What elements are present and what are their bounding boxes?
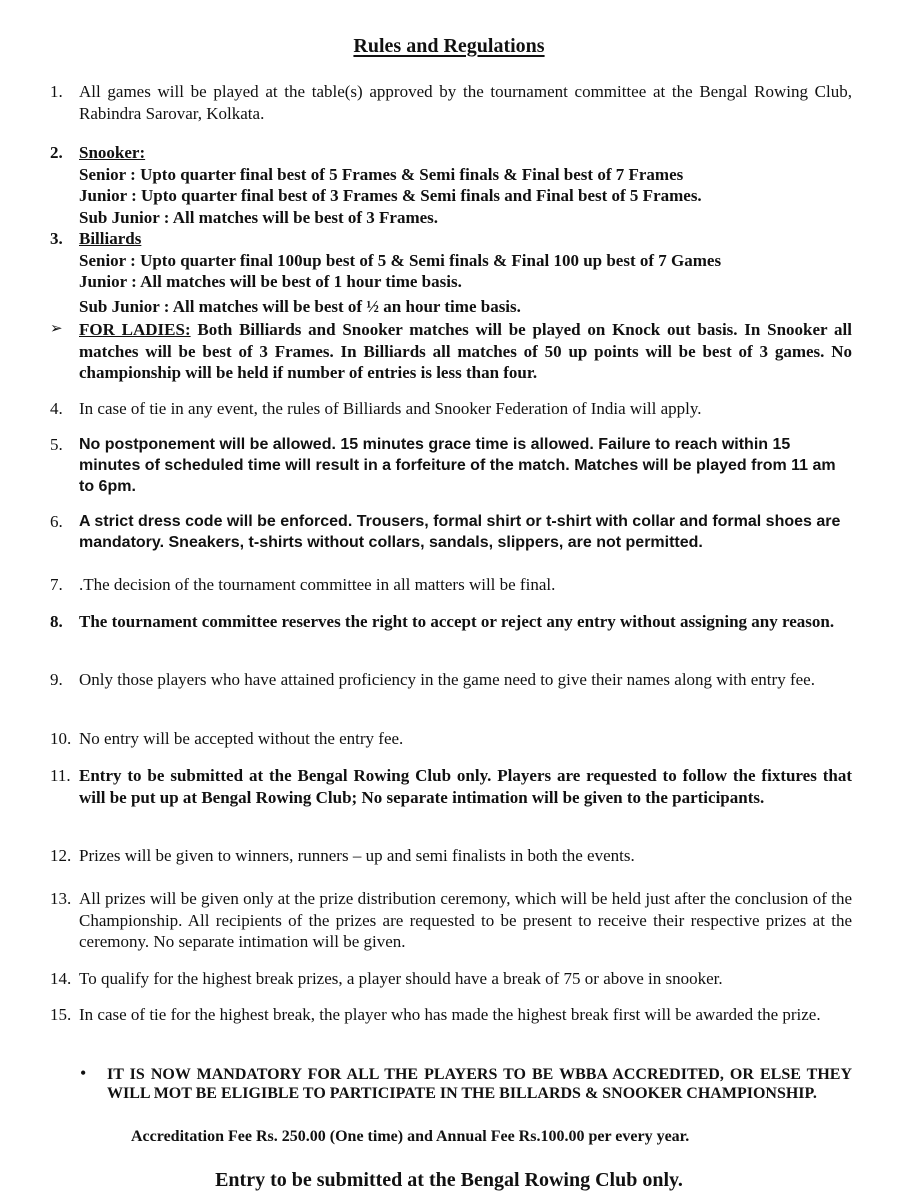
billiards-section — [79, 228, 852, 317]
snooker-sub-junior: Sub Junior : All matches will be best of 3 Frames. — [79, 207, 439, 227]
rule-number: 7. — [50, 575, 63, 594]
rule-number: 1. — [50, 82, 63, 101]
rule-text: All prizes will be given only at the prize distribution ceremony, which will be held just after the conclusion of the Championship. All recipients of the prizes are requested to be present to receive their respective prizes at the ceremony. No separate intimation will be given. — [79, 889, 852, 951]
bullet-icon: • — [80, 1063, 87, 1083]
rule-text: A strict dress code will be enforced. Trousers, formal shirt or t-shirt with collar and formal shoes are mandatory. Sneakers, t-shirts without collars, sandals, slippers, are not permitted. — [79, 513, 841, 551]
rule-text: Entry to be submitted at the Bengal Rowing Club only. Players are requested to follow the fixtures that will be put up at Bengal Rowing Club; No separate intimation will be given to the participants. — [79, 766, 852, 807]
rule-number: 10. — [50, 729, 72, 748]
billiards-senior: Senior : Upto quarter final 100up best of 5 & Semi finals & Final 100 up best of 7 Games — [79, 250, 722, 270]
ladies-rule — [79, 319, 852, 384]
rule-number: 9. — [50, 670, 63, 689]
rule-number: 4. — [50, 399, 63, 418]
accreditation-notice: IT IS NOW MANDATORY FOR ALL THE PLAYERS TO BE WBBA ACCREDITED, OR ELSE THEY WILL MOT BE ELIGIBLE TO PARTICIPATE IN THE BILLARDS & SNOOKER CHAMPIONSHIP. — [107, 1066, 852, 1102]
ladies-text: Both Billiards and Snooker matches will be played on Knock out basis. In Snooker all matches will be best of 3 Frames. In Billiards all matches of 50 up points will be best of 3 games. No championship will be held if number of entries is less than four. — [79, 320, 852, 382]
page-title: Rules and Regulations — [353, 35, 545, 57]
snooker-senior: Senior : Upto quarter final best of 5 Frames & Semi finals & Final best of 7 Frames — [79, 164, 684, 184]
rule-number: 15. — [50, 1005, 72, 1024]
rule-text: The tournament committee reserves the right to accept or reject any entry without assigning any reason. — [79, 612, 835, 631]
rule-text: Only those players who have attained proficiency in the game need to give their names along with entry fee. — [79, 670, 815, 689]
rule-text: In case of tie in any event, the rules of Billiards and Snooker Federation of India will apply. — [79, 399, 702, 418]
rule-text: .The decision of the tournament committee in all matters will be final. — [79, 575, 556, 594]
rule-number: 14. — [50, 969, 72, 988]
arrow-bullet-icon: ➢ — [50, 321, 63, 337]
rule-text: Prizes will be given to winners, runners – up and semi finalists in both the events. — [79, 846, 635, 865]
footer-note: Entry to be submitted at the Bengal Rowing Club only. — [215, 1169, 683, 1191]
rule-text: In case of tie for the highest break, the player who has made the highest break first will be awarded the prize. — [79, 1005, 821, 1024]
rule-number: 11. — [50, 766, 71, 785]
rule-number: 6. — [50, 512, 63, 531]
billiards-junior: Junior : All matches will be best of 1 hour time basis. — [79, 272, 462, 291]
rule-number: 3. — [50, 229, 63, 248]
rule-text: All games will be played at the table(s) approved by the tournament committee at the Bengal Rowing Club, Rabindra Sarovar, Kolkata. — [79, 82, 852, 123]
billiards-heading: Billiards — [79, 229, 142, 248]
rule-number: 8. — [50, 612, 63, 631]
rule-number: 5. — [50, 435, 63, 454]
rule-number: 12. — [50, 846, 72, 865]
rule-text: No entry will be accepted without the entry fee. — [79, 729, 404, 748]
billiards-sub-junior: Sub Junior : All matches will be best of ½ an hour time basis. — [79, 296, 521, 316]
rule-text: No postponement will be allowed. 15 minutes grace time is allowed. Failure to reach within 15 minutes of scheduled time will result in a forfeiture of the match. Matches will be played from 11 am to 6pm. — [79, 436, 836, 495]
rule-number: 13. — [50, 889, 72, 908]
snooker-heading: Snooker: — [79, 143, 146, 162]
snooker-junior: Junior : Upto quarter final best of 3 Frames & Semi finals and Final best of 5 Frames. — [79, 186, 702, 205]
accreditation-fee: Accreditation Fee Rs. 250.00 (One time) and Annual Fee Rs.100.00 per every year. — [131, 1128, 690, 1145]
ladies-heading: FOR LADIES: — [79, 320, 191, 339]
rule-text: To qualify for the highest break prizes, a player should have a break of 75 or above in snooker. — [79, 969, 723, 988]
rule-number: 2. — [50, 143, 63, 162]
snooker-section — [79, 142, 852, 228]
